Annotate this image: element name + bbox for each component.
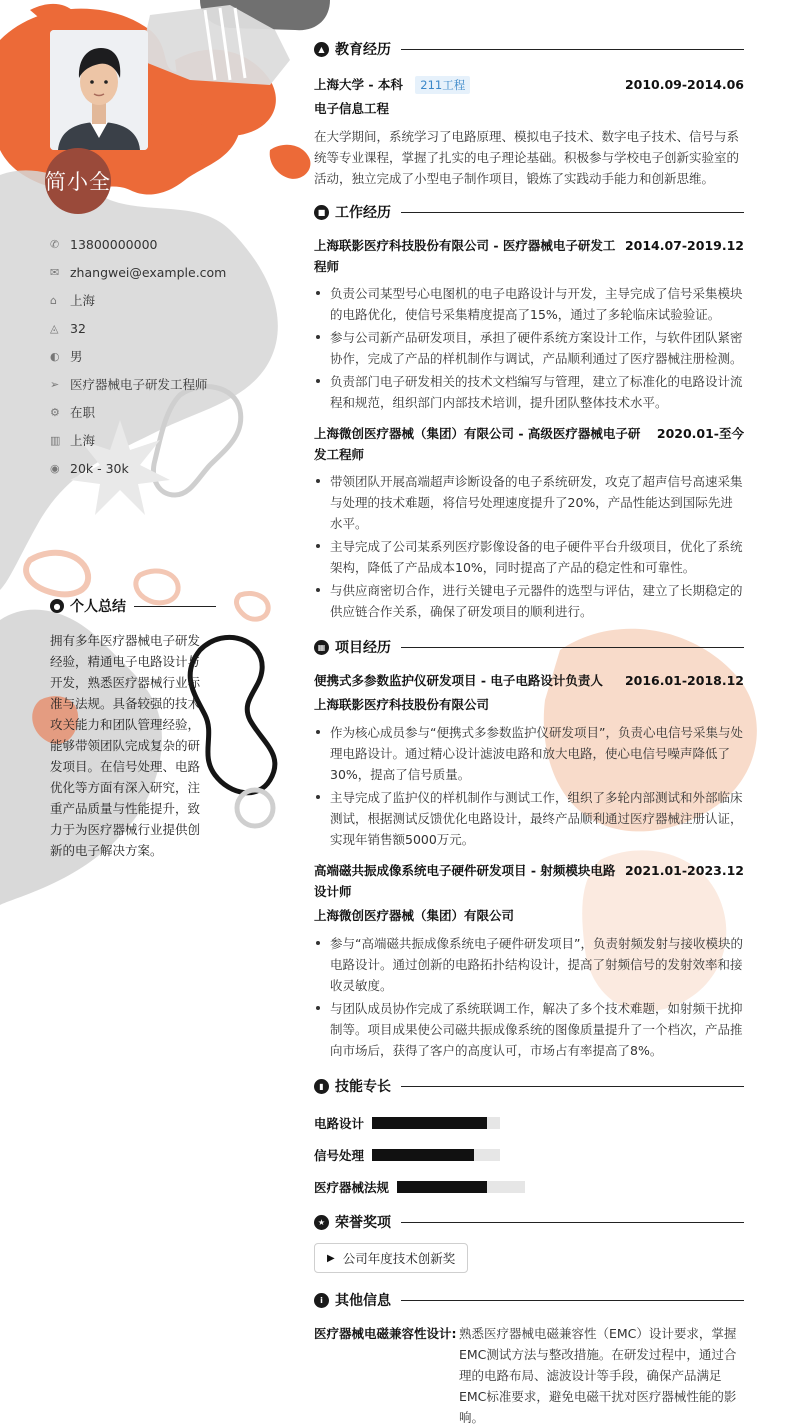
home-icon: ⌂ xyxy=(50,293,57,307)
play-icon: ▶ xyxy=(327,1252,335,1264)
project-title: 高端磁共振成像系统电子硬件研发项目 - 射频模块电路设计师 xyxy=(314,863,616,899)
education-desc: 在大学期间，系统学习了电路原理、模拟电子技术、数字电子技术、信号与系统等专业课程，掌握了扎实的电子理论基础。积极参与学校电子创新实验室的活动，独立完成了小型电子制作项目，锻炼了实践动手能力和创新思维。 xyxy=(314,129,740,186)
other-value: 熟悉医疗器械电磁兼容性（EMC）设计要求，掌握EMC测试方法与整改措施。在研发过程中，通过合理的电路布局、滤波设计等手段，确保产品满足EMC标准要求，避免电磁干扰对医疗器械性能的影响。 xyxy=(459,1326,737,1425)
job-title: 上海微创医疗器械（集团）有限公司 - 高级医疗器械电子研发工程师 xyxy=(314,426,641,462)
divider xyxy=(401,212,744,213)
coin-icon: ◉ xyxy=(50,461,60,475)
project-dates: 2016.01-2018.12 xyxy=(624,673,744,688)
education-row xyxy=(314,74,744,95)
contact-info xyxy=(50,230,270,482)
education-header xyxy=(314,38,744,60)
age-value: 32 xyxy=(70,320,86,336)
other-key: 医疗器械电磁兼容性设计: xyxy=(314,1326,457,1341)
location-row xyxy=(50,286,270,314)
summary-text: 拥有多年医疗器械电子研发经验，精通电子电路设计与开发，熟悉医疗器械行业标准与法规。具备较强的技术攻关能力和团队管理经验，能够带领团队完成复杂的研发项目。在信号处理、电路优化等方面有深入研究，注重产品质量与性能提升，致力于为医疗器械行业提供创新的电子解决方案。 xyxy=(50,633,201,858)
skills-title: 技能专长 xyxy=(335,1079,391,1095)
job-bullet: 负责公司某型号心电图机的电子电路设计与开发，主导完成了信号采集模块的电路优化，使信号采集精度提高了15%，通过了多轮临床试验验证。 xyxy=(314,283,744,325)
trophy-icon: ★ xyxy=(314,1215,329,1230)
education-title: 教育经历 xyxy=(335,42,391,58)
skill-name: 电路设计 xyxy=(314,1116,365,1131)
user-icon: ● xyxy=(50,599,64,613)
grid-icon: ▦ xyxy=(314,640,329,655)
phone-value: 13800000000 xyxy=(70,236,158,252)
divider xyxy=(401,1300,744,1301)
position-row xyxy=(50,370,270,398)
job-bullets xyxy=(314,283,744,413)
project-bullets xyxy=(314,933,744,1061)
project-company: 上海微创医疗器械（集团）有限公司 xyxy=(314,908,515,923)
skill-item xyxy=(314,1107,534,1139)
email-value: zhangwei@example.com xyxy=(70,264,227,280)
divider xyxy=(401,1086,744,1087)
divider xyxy=(401,1222,744,1223)
mail-icon: ✉ xyxy=(50,265,60,279)
project-entry xyxy=(314,670,744,850)
city-value: 上海 xyxy=(70,433,96,448)
divider xyxy=(134,606,216,607)
education-major: 电子信息工程 xyxy=(314,101,390,116)
info-icon: i xyxy=(314,1293,329,1308)
location-value: 上海 xyxy=(70,293,96,308)
other-header xyxy=(314,1289,744,1311)
building-icon: ▥ xyxy=(50,433,61,447)
summary-header xyxy=(50,596,216,616)
briefcase-icon: ■ xyxy=(314,205,329,220)
status-row xyxy=(50,398,270,426)
age-row xyxy=(50,314,270,342)
job-bullet: 参与公司新产品研发项目，承担了硬件系统方案设计工作，与软件团队紧密协作，完成了产品的样机制作与调试，产品顺利通过了医疗器械注册检测。 xyxy=(314,327,744,369)
email-row xyxy=(50,258,270,286)
position-value: 医疗器械电子研发工程师 xyxy=(70,377,208,392)
cake-icon: ◬ xyxy=(50,321,59,335)
other-entry xyxy=(314,1323,744,1428)
skill-bar xyxy=(372,1117,500,1129)
job-title-row xyxy=(314,423,744,465)
awards-title: 荣誉奖项 xyxy=(335,1215,391,1231)
school-tag: 211工程 xyxy=(415,76,470,94)
gender-value: 男 xyxy=(70,349,83,364)
status-value: 在职 xyxy=(70,405,96,420)
graduation-cap-icon: ▲ xyxy=(314,42,329,57)
skills-header xyxy=(314,1075,744,1097)
project-bullets xyxy=(314,722,744,850)
skill-item xyxy=(314,1139,534,1171)
job-bullet: 带领团队开展高端超声诊断设备的电子系统研发，攻克了超声信号高速采集与处理的技术难题，将信号处理速度提升了20%，产品性能达到国际先进水平。 xyxy=(314,471,744,534)
award-item xyxy=(314,1243,468,1273)
projects-title: 项目经历 xyxy=(335,640,391,656)
candidate-name: 简小全 xyxy=(45,170,111,194)
divider xyxy=(401,49,744,50)
city-row xyxy=(50,426,270,454)
skill-name: 信号处理 xyxy=(314,1148,365,1163)
skill-bar xyxy=(397,1181,525,1193)
phone-row xyxy=(50,230,270,258)
education-dates: 2010.09-2014.06 xyxy=(624,77,744,92)
other-title: 其他信息 xyxy=(335,1293,391,1309)
skill-bar xyxy=(372,1149,500,1161)
award-label: 公司年度技术创新奖 xyxy=(342,1251,456,1266)
skill-item xyxy=(314,1171,534,1203)
project-title-row xyxy=(314,860,744,902)
portrait-image xyxy=(50,30,148,150)
gender-icon: ◐ xyxy=(50,349,60,363)
project-title: 便携式多参数监护仪研发项目 - 电子电路设计负责人 xyxy=(314,673,603,688)
divider xyxy=(401,647,744,648)
bar-chart-icon: ▮ xyxy=(314,1079,329,1094)
skill-name: 医疗器械法规 xyxy=(314,1180,390,1195)
job-entry xyxy=(314,235,744,413)
project-bullet: 主导完成了监护仪的样机制作与测试工作，组织了多轮内部测试和外部临床测试，根据测试反馈优化电路设计，最终产品顺利通过医疗器械注册认证，实现年销售额5000万元。 xyxy=(314,787,744,850)
skill-bar-fill xyxy=(397,1181,487,1193)
job-bullets xyxy=(314,471,744,622)
job-bullet: 与供应商密切合作，进行关键电子元器件的选型与评估，建立了长期稳定的供应链合作关系，确保了研发项目的顺利进行。 xyxy=(314,580,744,622)
job-entry xyxy=(314,423,744,622)
avatar xyxy=(50,30,148,150)
project-bullet: 作为核心成员参与“便携式多参数监护仪研发项目”，负责心电信号采集与处理电路设计。通过精心设计滤波电路和放大电路，使心电信号噪声降低了30%，提高了信号质量。 xyxy=(314,722,744,785)
project-company: 上海联影医疗科技股份有限公司 xyxy=(314,697,490,712)
salary-row xyxy=(50,454,270,482)
projects-header xyxy=(314,636,744,658)
project-bullet: 与团队成员协作完成了系统联调工作，解决了多个技术难题，如射频干扰抑制等。项目成果使公司磁共振成像系统的图像质量提升了一个档次，产品推向市场后，获得了客户的高度认可，市场占有率提高了8%。 xyxy=(314,998,744,1061)
skill-bar-fill xyxy=(372,1149,474,1161)
job-dates: 2014.07-2019.12 xyxy=(624,238,744,253)
job-title-row xyxy=(314,235,744,277)
project-bullet: 参与“高端磁共振成像系统电子硬件研发项目”，负责射频发射与接收模块的电路设计。通过创新的电路拓扑结构设计，提高了射频信号的发射效率和接收灵敏度。 xyxy=(314,933,744,996)
awards-header xyxy=(314,1211,744,1233)
settings-icon: ⚙ xyxy=(50,405,60,419)
project-entry xyxy=(314,860,744,1061)
job-bullet: 主导完成了公司某系列医疗影像设备的电子硬件平台升级项目，优化了系统架构，降低了产品成本10%，同时提高了产品的稳定性和可靠性。 xyxy=(314,536,744,578)
main-content xyxy=(314,38,744,1428)
project-title-row xyxy=(314,670,744,691)
job-dates: 2020.01-至今 xyxy=(656,426,744,441)
salary-value: 20k - 30k xyxy=(70,460,129,476)
name-badge xyxy=(45,148,111,214)
work-title: 工作经历 xyxy=(335,205,391,221)
work-header xyxy=(314,201,744,223)
school-name: 上海大学 - 本科 xyxy=(314,77,403,92)
job-title: 上海联影医疗科技股份有限公司 - 医疗器械电子研发工程师 xyxy=(314,238,616,274)
skills-list xyxy=(314,1107,744,1203)
gender-row xyxy=(50,342,270,370)
send-icon: ➢ xyxy=(50,377,60,391)
summary-title: 个人总结 xyxy=(70,599,126,615)
job-bullet: 负责部门电子研发相关的技术文档编写与管理，建立了标准化的电路设计流程和规范，组织部门内部技术培训，提升团队整体技术水平。 xyxy=(314,371,744,413)
phone-icon: ✆ xyxy=(50,237,60,251)
project-dates: 2021.01-2023.12 xyxy=(624,863,744,878)
skill-bar-fill xyxy=(372,1117,487,1129)
